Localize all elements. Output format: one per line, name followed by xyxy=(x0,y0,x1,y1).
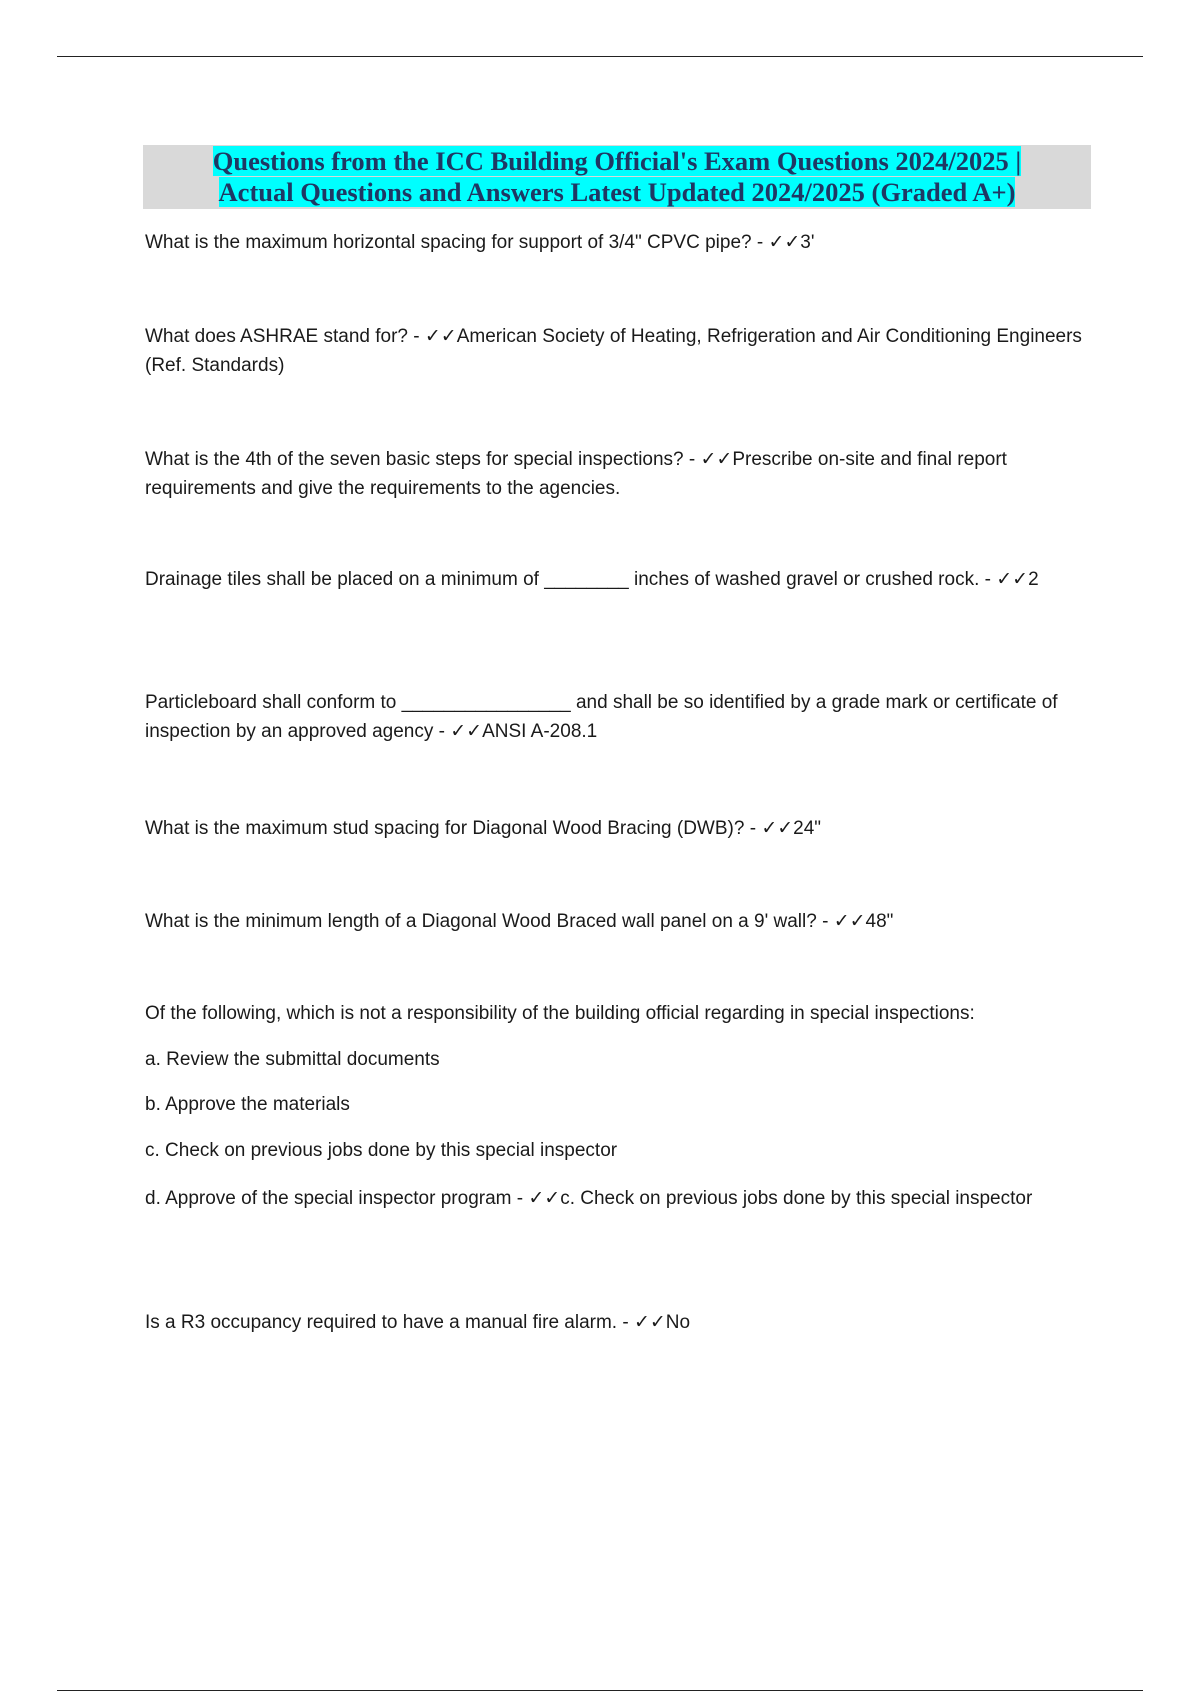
qa-item-6 xyxy=(145,814,1085,843)
qa-item-1 xyxy=(145,228,1085,257)
qa-item-2 xyxy=(145,322,1085,380)
question-text: Is a R3 occupancy required to have a manual fire alarm. - xyxy=(145,1312,634,1333)
answer-text: ✓✓No xyxy=(633,1312,691,1333)
answer-text: ✓✓3' xyxy=(768,232,815,253)
question-text: What is the minimum length of a Diagonal Wood Braced wall panel on a 9' wall? - xyxy=(145,911,834,932)
question-text: What is the maximum horizontal spacing for support of 3/4" CPVC pipe? - xyxy=(145,232,769,253)
answer-text: ✓✓48" xyxy=(833,911,894,932)
answer-text: ✓✓ANSI A-208.1 xyxy=(450,721,598,742)
bottom-rule xyxy=(57,1690,1143,1691)
qa-item-3 xyxy=(145,445,1085,503)
multi-option-b: b. Approve the materials xyxy=(145,1094,350,1115)
answer-text: ✓✓24" xyxy=(761,818,822,839)
question-text: Particleboard shall conform to ________________ and shall be so identified by a grade mark or certificate of inspection by an approved agency - xyxy=(145,692,1058,742)
qa-item-5 xyxy=(145,688,1085,746)
answer-text: ✓✓American Society of Heating, Refrigeration and Air Conditioning Engineers (Ref. Standards) xyxy=(145,326,1082,376)
answer-text: ✓✓c. Check on previous jobs done by this special inspector xyxy=(528,1188,1033,1209)
question-text: Drainage tiles shall be placed on a minimum of ________ inches of washed gravel or crushed rock. - xyxy=(145,569,997,590)
question-text: What is the maximum stud spacing for Diagonal Wood Bracing (DWB)? - xyxy=(145,818,762,839)
answer-text: ✓✓Prescribe on-site and final report requirements and give the requirements to the agencies. xyxy=(145,449,1007,499)
multi-question: Of the following, which is not a responsibility of the building official regarding in special inspections: xyxy=(145,1003,975,1024)
question-text: What does ASHRAE stand for? - xyxy=(145,326,425,347)
question-text: What is the 4th of the seven basic steps for special inspections? - xyxy=(145,449,701,470)
title-line-1: Questions from the ICC Building Official's Exam Questions 2024/2025 | xyxy=(212,146,1022,176)
qa-item-last xyxy=(145,1308,1085,1337)
multi-option-a: a. Review the submittal documents xyxy=(145,1049,440,1070)
title-line-2: Actual Questions and Answers Latest Updated 2024/2025 (Graded A+) xyxy=(218,177,1016,207)
qa-item-4 xyxy=(145,565,1085,594)
document-title xyxy=(143,145,1091,209)
qa-item-7 xyxy=(145,907,1085,936)
answer-text: ✓✓2 xyxy=(996,569,1039,590)
multi-option-d xyxy=(145,1184,1085,1213)
option-d-text: d. Approve of the special inspector program - xyxy=(145,1188,529,1209)
top-rule xyxy=(57,56,1143,57)
multi-option-c: c. Check on previous jobs done by this special inspector xyxy=(145,1140,618,1161)
